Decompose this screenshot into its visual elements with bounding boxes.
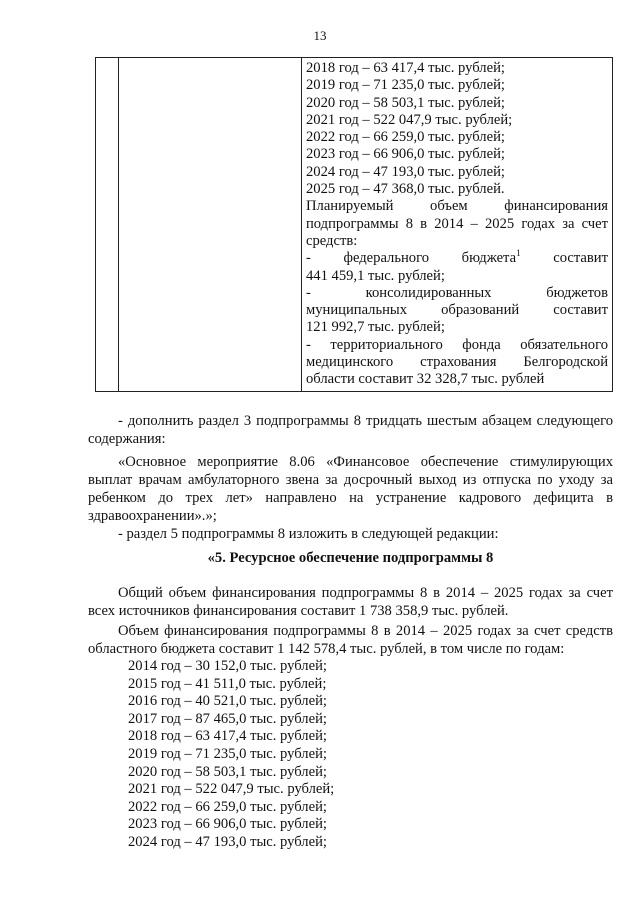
cell-line: 2022 год – 66 259,0 тыс. рублей; (306, 129, 505, 146)
cell-line: 2021 год – 522 047,9 тыс. рублей; (306, 111, 513, 128)
list-item: 2018 год – 63 417,4 тыс. рублей; (128, 728, 327, 745)
cell-line: 2018 год – 63 417,4 тыс. рублей; (306, 60, 505, 76)
list-item: 2014 год – 30 152,0 тыс. рублей; (128, 658, 327, 674)
cell-line: 2025 год – 47 368,0 тыс. рублей. (306, 181, 505, 198)
table-cell-financing-text (302, 58, 613, 392)
cell-line: 2019 год – 71 235,0 тыс. рублей; (306, 77, 505, 94)
paragraph-amend-section5: - раздел 5 подпрограммы 8 изложить в следующей редакции: (118, 526, 499, 542)
list-item: 2024 год – 47 193,0 тыс. рублей; (128, 833, 327, 850)
cell-line: - территориального фонда обязательного (306, 336, 608, 353)
year-list (88, 658, 613, 852)
financing-table (95, 57, 613, 392)
federal-tail: составит (553, 250, 608, 267)
cell-line: подпрограммы 8 в 2014 – 2025 годах за счет (306, 215, 608, 232)
cell-line: - консолидированных бюджетов (306, 284, 608, 301)
list-item: 2021 год – 522 047,9 тыс. рублей; (128, 781, 335, 798)
list-item: 2019 год – 71 235,0 тыс. рублей; (128, 745, 327, 762)
list-item: 2015 год – 41 511,0 тыс. рублей; (128, 675, 327, 692)
cell-line: 2024 год – 47 193,0 тыс. рублей; (306, 163, 505, 180)
cell-line: 2020 год – 58 503,1 тыс. рублей; (306, 94, 505, 111)
federal-label: - федерального бюджета$^1$ (306, 248, 521, 267)
cell-line: 121 992,7 тыс. рублей; (306, 319, 445, 336)
list-item: 2023 год – 66 906,0 тыс. рублей; (128, 816, 327, 833)
section-title: «5. Ресурсное обеспечение подпрограммы 8 (207, 550, 494, 566)
cell-line: муниципальных образований составит (306, 302, 608, 319)
table-row (96, 58, 613, 392)
cell-line: Планируемый объем финансирования (306, 198, 608, 215)
paragraph-total-financing: Общий объем финансирования подпрограммы 8 в 2014 – 2025 годах за счет всех источников финансирования составит 1 738 358,9 тыс. рублей. (88, 585, 613, 619)
cell-line-federal (306, 250, 608, 267)
cell-line: области составит 32 328,7 тыс. рублей (306, 371, 545, 388)
cell-line: средств: (306, 232, 358, 249)
document-body (88, 412, 613, 852)
paragraph-regional-budget: Объем финансирования подпрограммы 8 в 2014 – 2025 годах за счет средств областного бюджета составит 1 142 578,4 тыс. рублей, в том числе по годам: (88, 623, 613, 657)
paragraph-quote-measure: «Основное мероприятие 8.06 «Финансовое обеспечение стимулирующих выплат врачам амбулаторного звена за досрочный выход из отпуска по уходу за ребенком до трех лет» направлено на устранение кадрового дефицита в здравоохранении».»; (88, 454, 613, 524)
table-cell-empty-1 (96, 58, 119, 392)
list-item: 2020 год – 58 503,1 тыс. рублей; (128, 763, 327, 780)
footnote-marker: 1 (516, 248, 521, 259)
page-number: 13 (313, 28, 327, 43)
cell-line: 2023 год – 66 906,0 тыс. рублей; (306, 146, 505, 163)
table-cell-empty-2 (119, 58, 302, 392)
list-item: 2017 год – 87 465,0 тыс. рублей; (128, 710, 327, 727)
cell-line: медицинского страхования Белгородской (306, 354, 608, 371)
cell-line: 441 459,1 тыс. рублей; (306, 267, 445, 284)
paragraph-amend-section3: - дополнить раздел 3 подпрограммы 8 тридцать шестым абзацем следующего содержания: (88, 413, 613, 447)
list-item: 2016 год – 40 521,0 тыс. рублей; (128, 693, 327, 710)
list-item: 2022 год – 66 259,0 тыс. рублей; (128, 798, 327, 815)
